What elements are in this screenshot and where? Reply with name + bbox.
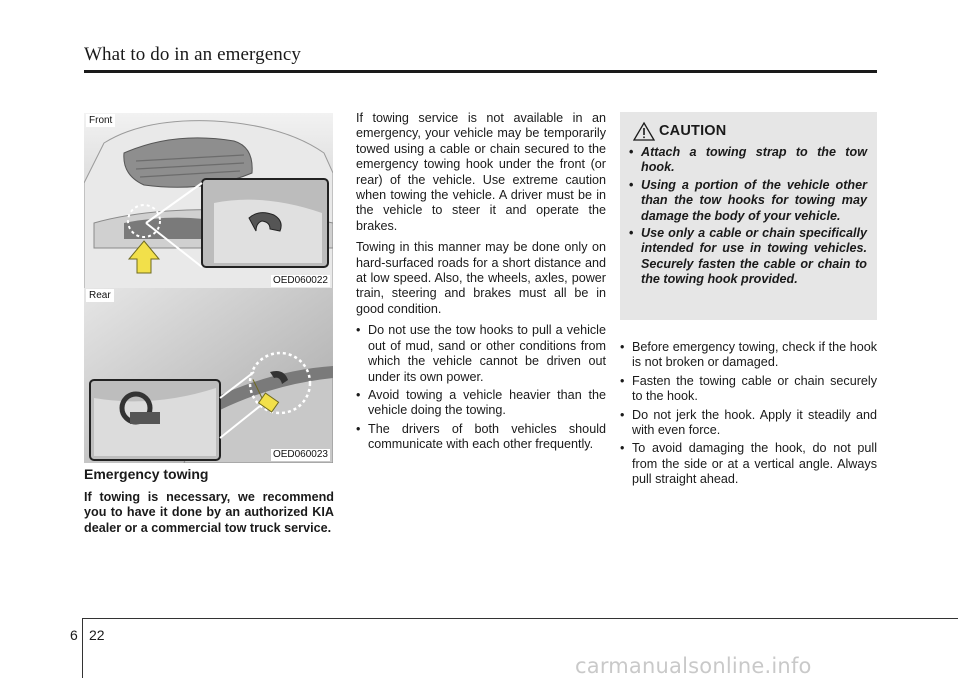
section-body: If towing is necessary, we recommend you to have it done by an authorized KIA dealer or a commercial tow truck service.	[84, 490, 334, 535]
header-rule	[84, 70, 877, 73]
page-header-title: What to do in an emergency	[84, 44, 301, 65]
list-item: • The drivers of both vehicles should communicate with each other frequently.	[356, 422, 606, 453]
right-bullet-list	[620, 340, 877, 488]
front-car-illustration	[84, 113, 333, 289]
rear-towing-hook-figure	[84, 288, 333, 463]
front-figure-code: OED060022	[272, 275, 328, 286]
footer-divider	[82, 618, 83, 678]
caution-item: • Use only a cable or chain specifically intended for use in towing vehicles. Securely fasten the cable or chain to the towing hook provided.	[629, 226, 867, 288]
middle-bullet-list	[356, 323, 606, 452]
front-towing-hook-figure	[84, 113, 333, 289]
section-heading: Emergency towing	[84, 466, 209, 482]
caution-item: • Using a portion of the vehicle other than the tow hooks for towing may damage the body of your vehicle.	[629, 178, 867, 224]
caution-title: CAUTION	[659, 123, 727, 139]
list-item: • Do not jerk the hook. Apply it steadily and with even force.	[620, 408, 877, 439]
watermark: carmanualsonline.info	[575, 654, 812, 678]
rear-car-illustration	[84, 288, 333, 463]
caution-header	[633, 120, 867, 142]
paragraph: If towing service is not available in an emergency, your vehicle may be temporarily towed using a cable or chain secured to the emergency towing hook under the front (or rear) of the vehicle. Use extreme caution when towing the vehicle. A driver must be in the vehicle to steer it and operate the brakes.	[356, 111, 606, 233]
front-figure-label: Front	[86, 114, 115, 127]
footer-rule	[82, 618, 958, 619]
list-item: • Fasten the towing cable or chain securely to the hook.	[620, 374, 877, 405]
page-number: 22	[89, 627, 105, 643]
paragraph: Towing in this manner may be done only on hard-surfaced roads for a short distance and at low speed. Also, the wheels, axles, power train, steering and brakes must all be in good condition.	[356, 240, 606, 316]
list-item: • Do not use the tow hooks to pull a vehicle out of mud, sand or other conditions from which the vehicle cannot be driven out under its own power.	[356, 323, 606, 385]
warning-triangle-icon	[633, 121, 655, 141]
caution-box	[620, 112, 877, 320]
list-item: • To avoid damaging the hook, do not pull from the side or at a vertical angle. Always pull straight ahead.	[620, 441, 877, 487]
list-item: • Before emergency towing, check if the hook is not broken or damaged.	[620, 340, 877, 371]
chapter-number: 6	[70, 627, 78, 643]
rear-figure-label: Rear	[86, 289, 114, 302]
middle-column	[356, 111, 606, 456]
list-item: • Avoid towing a vehicle heavier than the vehicle doing the towing.	[356, 388, 606, 419]
caution-list	[629, 145, 867, 288]
right-column	[620, 340, 877, 491]
caution-item: • Attach a towing strap to the tow hook.	[629, 145, 867, 176]
rear-figure-code: OED060023	[272, 449, 328, 460]
